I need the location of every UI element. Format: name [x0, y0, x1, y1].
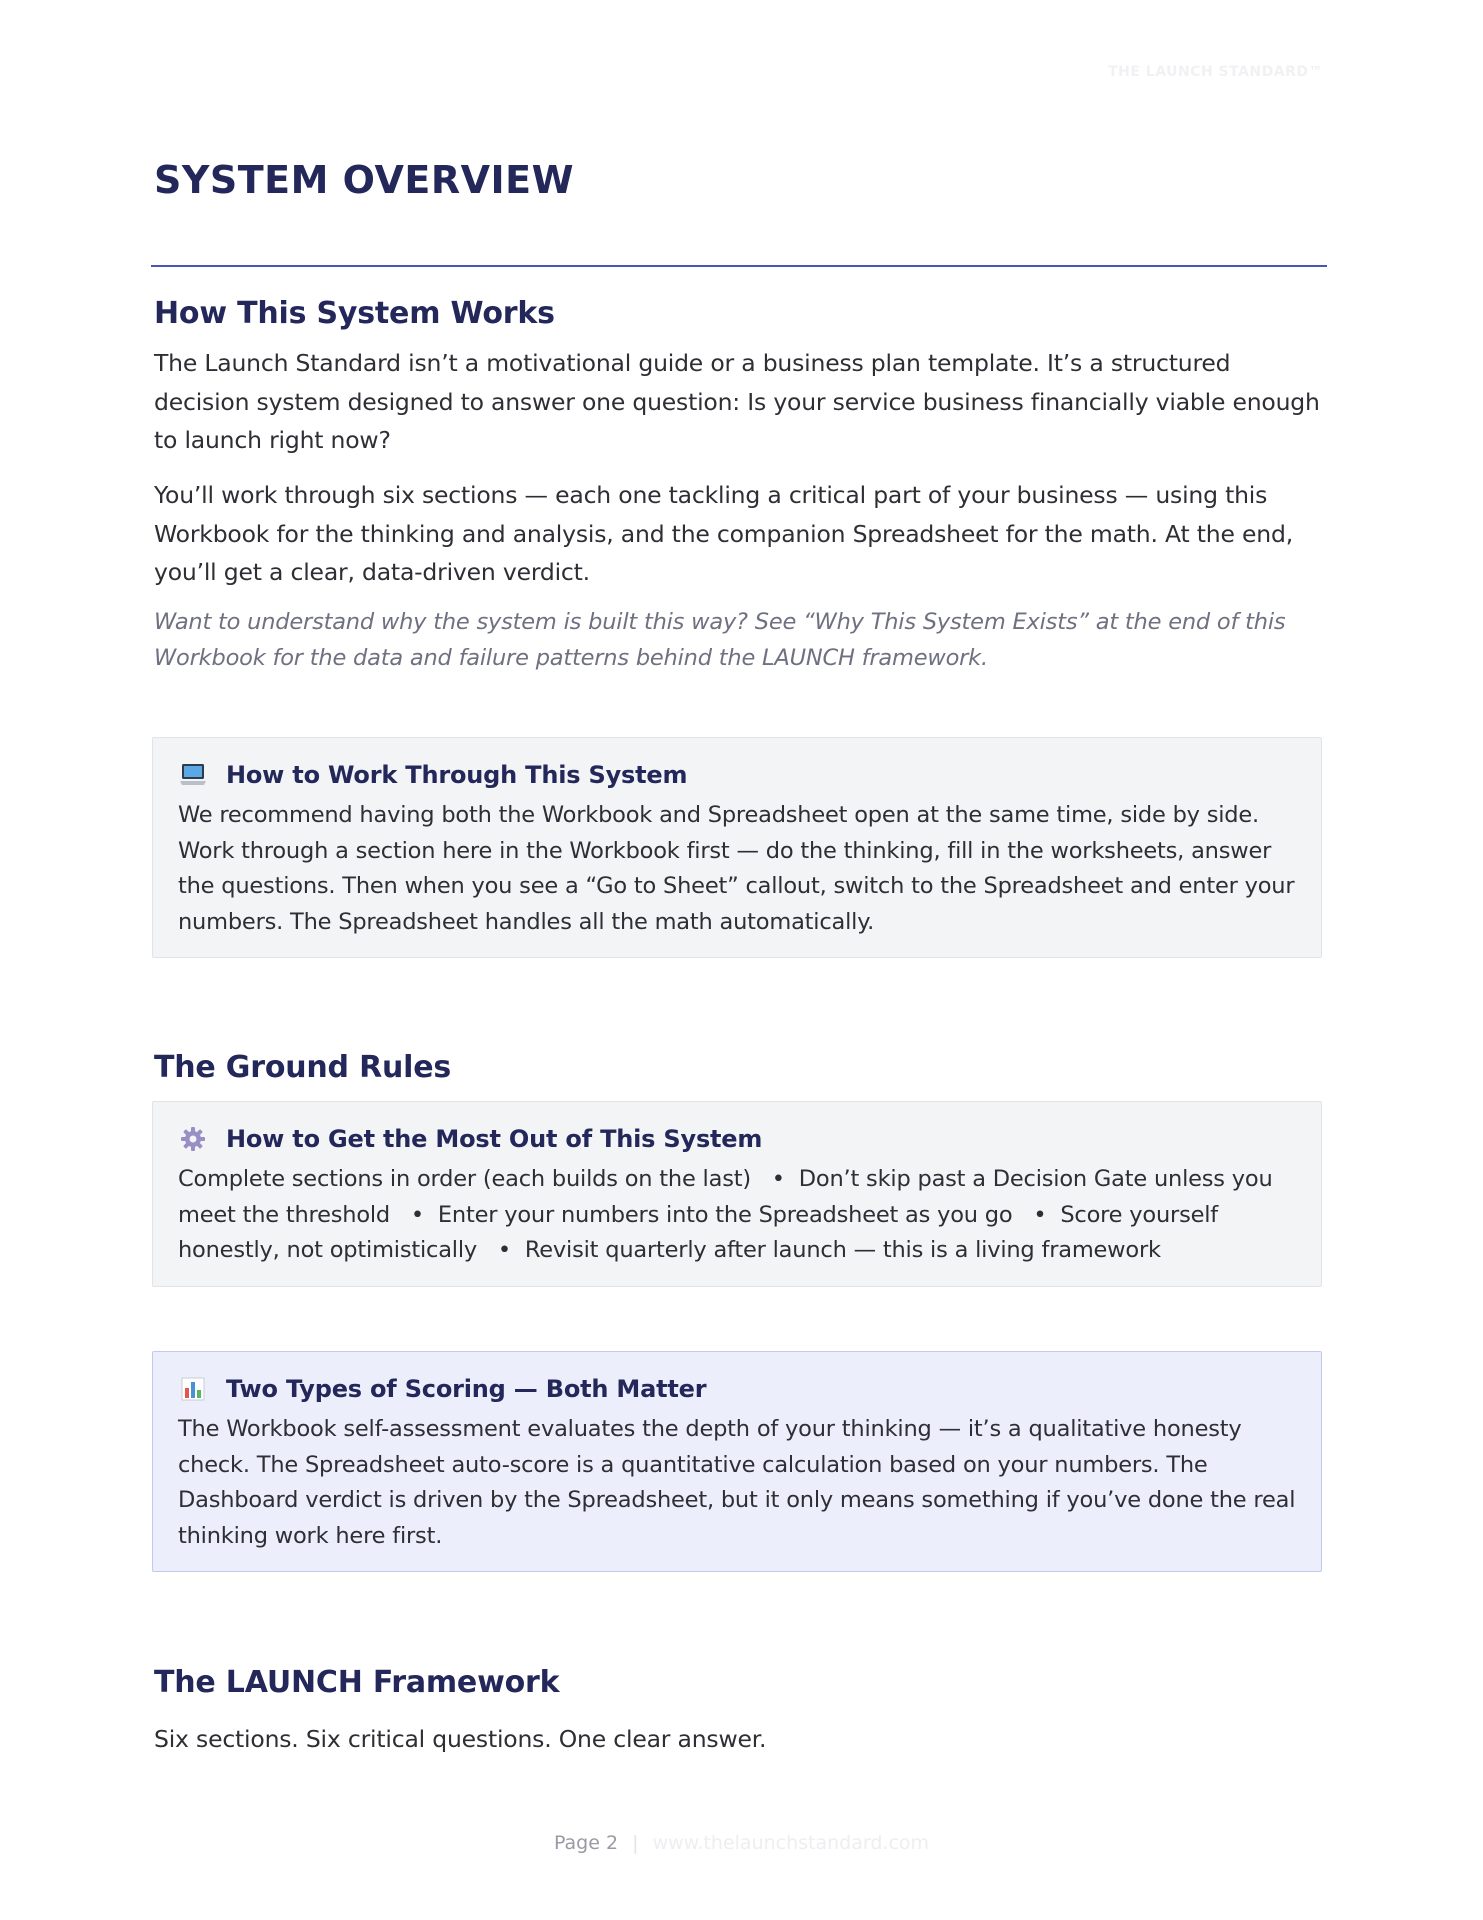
page-footer [0, 1832, 1483, 1854]
ground-rule-item: • Enter your numbers into the Spreadsheet as you go [397, 1202, 1012, 1228]
section-heading-launch-framework: The LAUNCH Framework [154, 1665, 560, 1700]
ground-rule-item: • Don’t skip past a Decision Gate unless you meet the threshold [178, 1166, 1273, 1228]
ground-rules-list [178, 1162, 1296, 1269]
bar-chart-icon [178, 1374, 208, 1404]
page-title: SYSTEM OVERVIEW [154, 158, 575, 202]
laptop-icon [178, 760, 208, 790]
intro-paragraph-2: You’ll work through six sections — each one tackling a critical part of your business — using this Workbook for the thinking and analysis, and the companion Spreadsheet for the math. At the end, you’ll get a clear, data-driven verdict. [154, 481, 1293, 586]
intro-note: Want to understand why the system is built this way? See “Why This System Exists” at the end of this Workbook for the data and failure patterns behind the LAUNCH framework. [154, 609, 1286, 671]
callout-title: How to Get the Most Out of This System [226, 1125, 763, 1153]
callout-work-through [152, 737, 1322, 958]
callout-body: The Workbook self-assessment evaluates the depth of your thinking — it’s a qualitative honesty check. The Spreadsheet auto-score is a quantitative calculation based on your numbers. The Dashboard verdict is driven by the Spreadsheet, but it only means something if you’ve done the real thinking work here first. [178, 1416, 1296, 1550]
callout-ground-rules [152, 1101, 1322, 1287]
ground-rule-item: • Score yourself honestly, not optimistically [178, 1202, 1218, 1264]
title-divider [151, 265, 1327, 267]
ground-rule-item: • Revisit quarterly after launch — this is a living framework [484, 1237, 1161, 1263]
callout-body: We recommend having both the Workbook and Spreadsheet open at the same time, side by side. Work through a section here in the Workbook first — do the thinking, fill in the worksheets, answer the questions. Then when you see a “Go to Sheet” callout, switch to the Spreadsheet and enter your numbers. The Spreadsheet handles all the math automatically. [178, 802, 1295, 936]
callout-title: Two Types of Scoring — Both Matter [226, 1375, 707, 1403]
running-header: THE LAUNCH STANDARD™ [1108, 64, 1323, 80]
footer-url[interactable]: www.thelaunchstandard.com [652, 1832, 930, 1854]
ground-rule-item: Complete sections in order (each builds on the last) [178, 1166, 751, 1192]
callout-scoring [152, 1351, 1322, 1572]
intro-paragraph-1: The Launch Standard isn’t a motivational guide or a business plan template. It’s a structured decision system designed to answer one question: Is your service business financially viable enough to launch right now? [154, 349, 1320, 454]
callout-title: How to Work Through This System [226, 761, 688, 789]
footer-separator: | [632, 1832, 639, 1854]
page-number: Page 2 [553, 1832, 619, 1854]
launch-framework-subtitle: Six sections. Six critical questions. One clear answer. [154, 1725, 767, 1753]
section-heading-ground-rules: The Ground Rules [154, 1050, 452, 1085]
gear-icon [178, 1124, 208, 1154]
section-heading-how-it-works: How This System Works [154, 296, 555, 331]
